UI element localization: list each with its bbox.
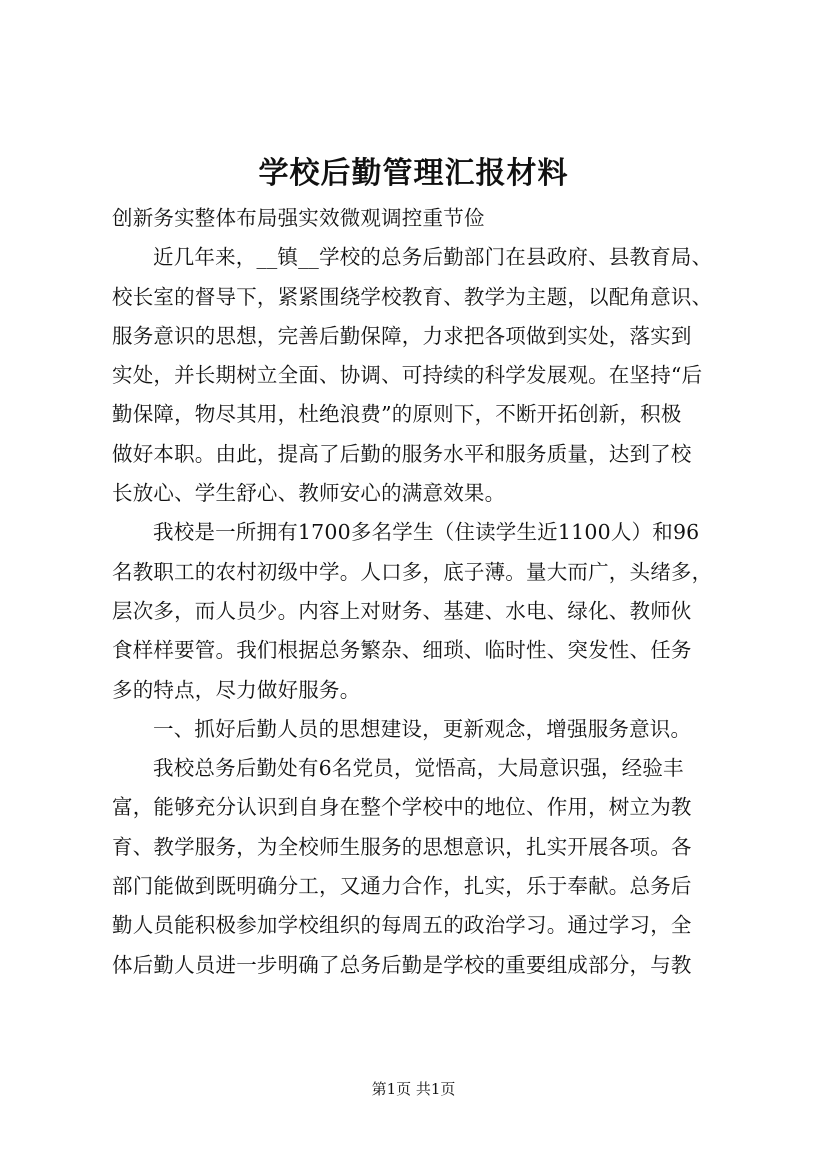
paragraph-line: 部门能做到既明确分工，又通力合作，扎实，乐于奉献。总务后 bbox=[112, 874, 692, 899]
subtitle-line: 创新务实整体布局强实效微观调控重节俭 bbox=[112, 206, 485, 230]
document-body bbox=[112, 199, 724, 985]
paragraph-line: 长放心、学生舒心、教师安心的满意效果。 bbox=[112, 481, 506, 506]
paragraph-line: 多的特点，尽力做好服务。 bbox=[112, 677, 361, 702]
paragraph-line: 层次多，而人员少。内容上对财务、基建、水电、绿化、教师伙 bbox=[112, 598, 692, 623]
paragraph-line: 我校是一所拥有1700多名学生（住读学生近1100人）和96 bbox=[153, 520, 700, 545]
paragraph-line: 做好本职。由此，提高了后勤的服务水平和服务质量，达到了校 bbox=[112, 441, 692, 466]
paragraph-line: 富，能够充分认识到自身在整个学校中的地位、作用，树立为教 bbox=[112, 795, 692, 820]
paragraph-line: 名教职工的农村初级中学。人口多，底子薄。量大而广，头绪多， bbox=[112, 559, 713, 584]
paragraph-line: 体后勤人员进一步明确了总务后勤是学校的重要组成部分，与教 bbox=[112, 952, 692, 977]
document-title: 学校后勤管理汇报材料 bbox=[258, 156, 569, 191]
paragraph-line: 勤人员能积极参加学校组织的每周五的政治学习。通过学习，全 bbox=[112, 913, 692, 938]
paragraph-line: 勤保障，物尽其用，杜绝浪费”的原则下，不断开拓创新，积极 bbox=[112, 402, 682, 427]
paragraph-line: 育、教学服务，为全校师生服务的思想意识，扎实开展各项。各 bbox=[112, 834, 692, 859]
paragraph-line: 食样样要管。我们根据总务繁杂、细琐、临时性、突发性、任务 bbox=[112, 638, 692, 663]
paragraph-line: 服务意识的思想，完善后勤保障，力求把各项做到实处，落实到 bbox=[112, 323, 692, 348]
paragraph-line: 近几年来，__镇__学校的总务后勤部门在县政府、县教育局、 bbox=[153, 245, 713, 270]
paragraph-line: 我校总务后勤处有6名党员，觉悟高，大局意识强，经验丰 bbox=[153, 756, 684, 781]
paragraph-line: 校长室的督导下，紧紧围绕学校教育、教学为主题，以配角意识、 bbox=[112, 284, 713, 309]
section-heading: 一、抓好后勤人员的思想建设，更新观念，增强服务意识。 bbox=[153, 716, 692, 741]
paragraph-line: 实处，并长期树立全面、协调、可持续的科学发展观。在坚持“后 bbox=[112, 363, 703, 388]
page-number: 第1页 共1页 bbox=[371, 1080, 456, 1098]
